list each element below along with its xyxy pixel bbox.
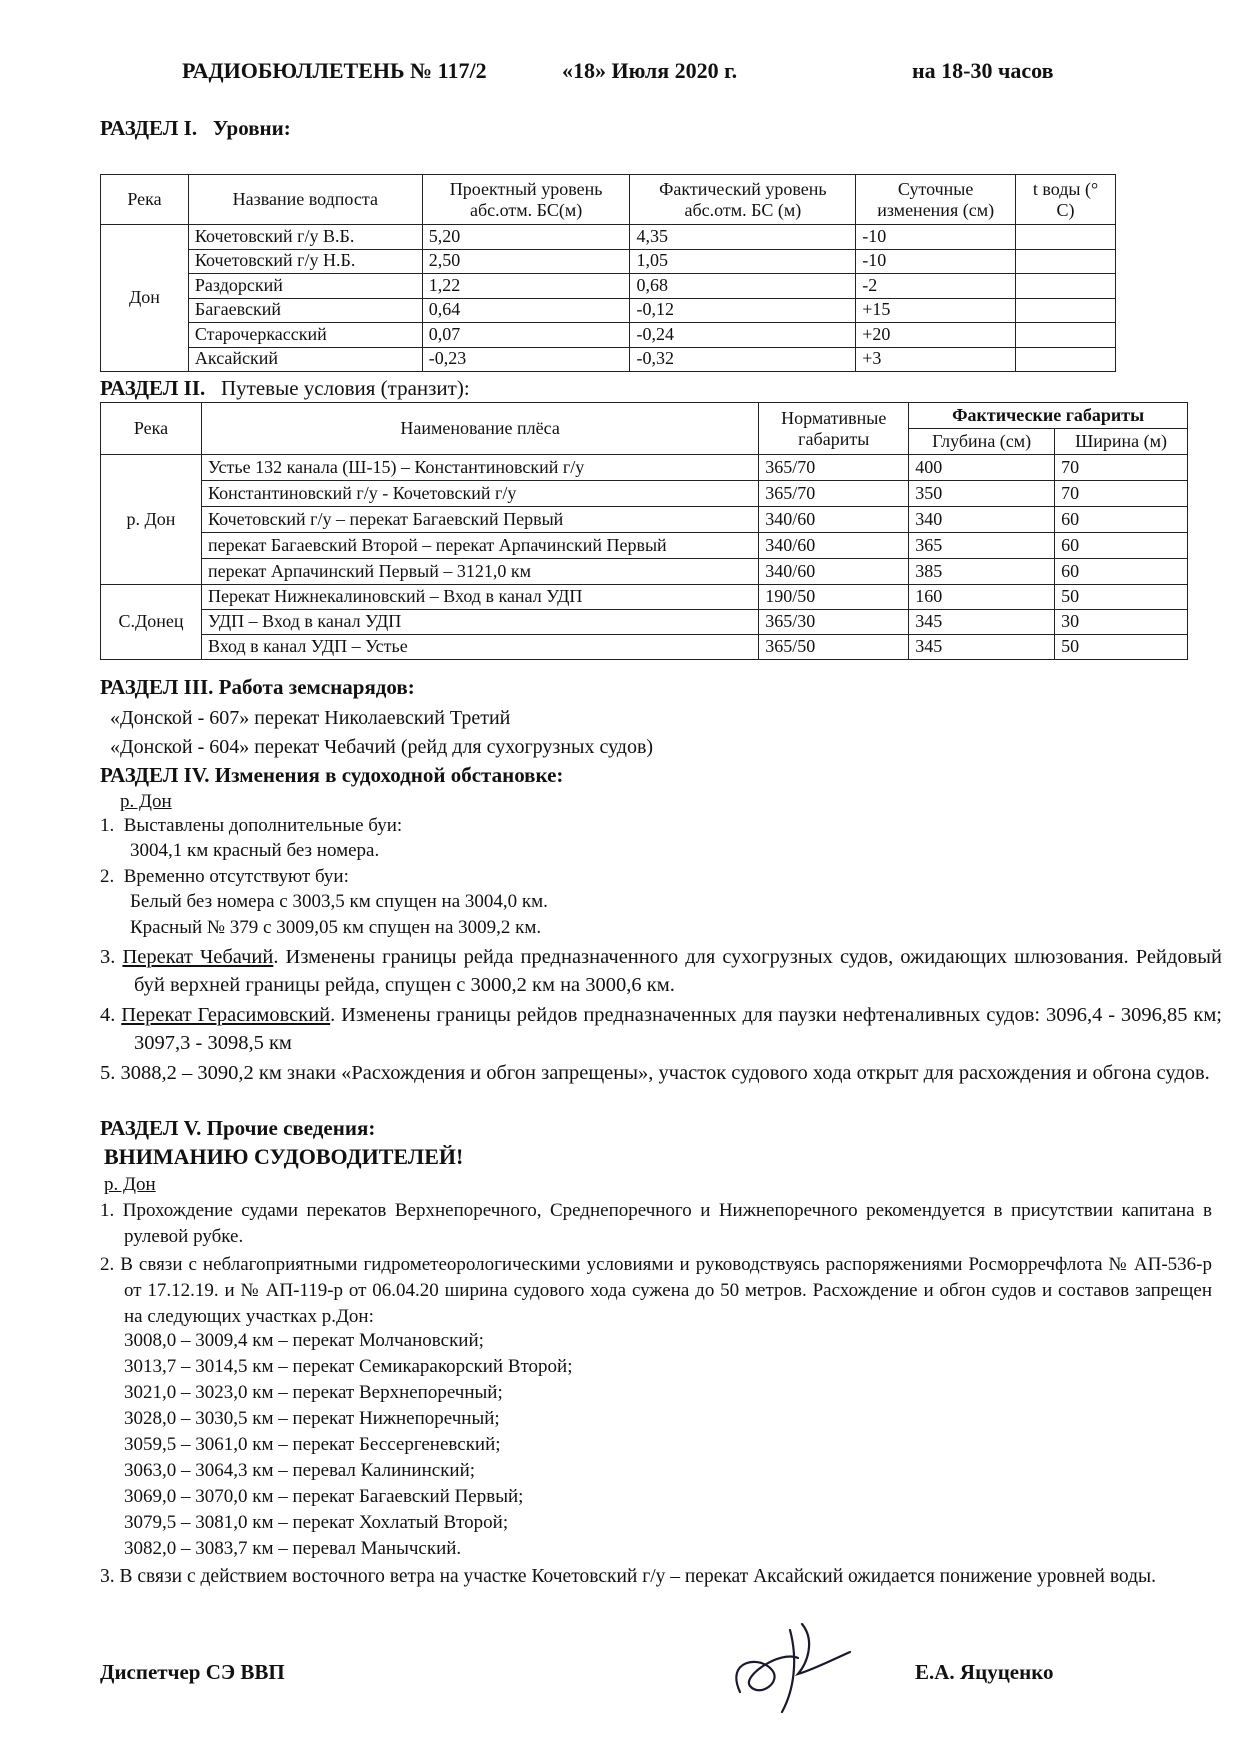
value-cell: 30 <box>1055 610 1188 635</box>
value-cell: 385 <box>909 559 1055 585</box>
reach-cell: перекат Арпачинский Первый – 3121,0 км <box>201 559 758 585</box>
value-cell: 365/70 <box>759 481 909 507</box>
route-table <box>100 402 1188 660</box>
item-number: 5. <box>100 1062 116 1084</box>
reach-cell: перекат Багаевский Второй – перекат Арпачинский Первый <box>201 533 758 559</box>
reach-cell: Константиновский г/у - Кочетовский г/у <box>201 481 758 507</box>
item-number: 2. <box>100 866 115 887</box>
value-cell: 345 <box>909 635 1055 660</box>
value-cell <box>1016 347 1116 372</box>
table-row <box>101 323 1116 348</box>
list-item <box>100 815 402 838</box>
value-cell: 160 <box>909 585 1055 610</box>
value-cell: 70 <box>1055 481 1188 507</box>
value-cell: -0,12 <box>630 298 856 323</box>
value-cell: -10 <box>856 249 1016 274</box>
post-cell: Кочетовский г/у В.Б. <box>188 225 422 250</box>
table-row <box>101 347 1116 372</box>
section2-heading <box>100 376 470 401</box>
list-item <box>100 866 349 889</box>
value-cell: +15 <box>856 298 1016 323</box>
levels-table <box>100 174 1116 372</box>
reach-cell: Устье 132 канала (Ш-15) – Константиновский г/у <box>201 455 758 481</box>
table-row <box>101 585 1188 610</box>
item-text: Прохождение судами перекатов Верхнепоречного, Среднепоречного и Нижнепоречного рекомендуется в присутствии капитана в рулевой рубке. <box>122 1200 1212 1247</box>
value-cell: 50 <box>1055 635 1188 660</box>
item-subline: Красный № 379 с 3009,05 км спущен на 3009,2 км. <box>130 917 542 938</box>
dredger-line: «Донской - 604» перекат Чебачий (рейд для сухогрузных судов) <box>110 736 654 758</box>
list-item <box>100 943 1222 999</box>
value-cell: 60 <box>1055 559 1188 585</box>
list-item <box>100 1563 1212 1590</box>
list-item: 3082,0 – 3083,7 км – перевал Манычский. <box>124 1538 462 1559</box>
list-item: 3063,0 – 3064,3 км – перевал Калининский; <box>124 1460 476 1481</box>
list-item: 3021,0 – 3023,0 км – перекат Верхнепоречный; <box>124 1382 503 1403</box>
value-cell: 0,64 <box>422 298 630 323</box>
post-cell: Кочетовский г/у Н.Б. <box>188 249 422 274</box>
value-cell: 70 <box>1055 455 1188 481</box>
col-project-level: Проектный уровень абс.отм. БС(м) <box>422 175 630 225</box>
post-cell: Аксайский <box>188 347 422 372</box>
col-fact-level: Фактический уровень абс.отм. БС (м) <box>630 175 856 225</box>
value-cell: +3 <box>856 347 1016 372</box>
col-river: Река <box>101 403 202 455</box>
value-cell: 340 <box>909 507 1055 533</box>
bulletin-date: «18» Июля 2020 г. <box>562 58 738 83</box>
value-cell: 340/60 <box>759 559 909 585</box>
river-cell: С.Донец <box>101 585 202 660</box>
route-header-row <box>101 403 1188 429</box>
value-cell: -2 <box>856 274 1016 299</box>
value-cell <box>1016 274 1116 299</box>
table-row <box>101 507 1188 533</box>
table-row <box>101 610 1188 635</box>
value-cell <box>1016 225 1116 250</box>
table-row <box>101 455 1188 481</box>
section1-title: РАЗДЕЛ I. <box>100 116 198 140</box>
value-cell: -10 <box>856 225 1016 250</box>
value-cell: 1,05 <box>630 249 856 274</box>
section4-title: РАЗДЕЛ IV. Изменения в судоходной обстановке: <box>100 763 564 787</box>
item-number: 2. <box>100 1254 115 1275</box>
item-text: Временно отсутствуют буи: <box>123 866 349 887</box>
post-cell: Раздорский <box>188 274 422 299</box>
value-cell: 365/30 <box>759 610 909 635</box>
value-cell: 340/60 <box>759 533 909 559</box>
col-reach: Наименование плёса <box>201 403 758 455</box>
item-text: В связи с действием восточного ветра на участке Кочетовский г/у – перекат Аксайский ожидается понижение уровней воды. <box>119 1566 1157 1587</box>
section4-river: р. Дон <box>120 791 172 812</box>
reach-cell: УДП – Вход в канал УДП <box>201 610 758 635</box>
handwritten-signature <box>720 1600 870 1720</box>
item-subline: 3004,1 км красный без номера. <box>130 840 380 861</box>
item-text: . Изменены границы рейда предназначенного для сухогрузных судов, ожидающих шлюзования. Рейдовый буй верхней границы рейда, спущен с 3000,2 км на 3000,6 км. <box>134 946 1223 996</box>
value-cell: 5,20 <box>422 225 630 250</box>
value-cell: 190/50 <box>759 585 909 610</box>
value-cell: 340/60 <box>759 507 909 533</box>
section2-subtitle: Путевые условия (транзит): <box>221 376 470 400</box>
value-cell: -0,23 <box>422 347 630 372</box>
levels-header-row <box>101 175 1116 225</box>
table-row <box>101 559 1188 585</box>
list-item: 3059,5 – 3061,0 км – перекат Бессергеневский; <box>124 1434 501 1455</box>
col-fact-dims: Фактические габариты <box>909 403 1188 429</box>
col-depth: Глубина (см) <box>909 429 1055 455</box>
col-river: Река <box>101 175 189 225</box>
table-row <box>101 533 1188 559</box>
value-cell <box>1016 249 1116 274</box>
river-cell: р. Дон <box>101 455 202 585</box>
value-cell: -0,32 <box>630 347 856 372</box>
value-cell: 4,35 <box>630 225 856 250</box>
post-cell: Старочеркасский <box>188 323 422 348</box>
table-row <box>101 298 1116 323</box>
list-item: 3013,7 – 3014,5 км – перекат Семикаракорский Второй; <box>124 1356 573 1377</box>
value-cell: 1,22 <box>422 274 630 299</box>
item-number: 3. <box>100 1566 115 1587</box>
col-water-temp: t воды (° С) <box>1016 175 1116 225</box>
table-row <box>101 635 1188 660</box>
value-cell: 345 <box>909 610 1055 635</box>
list-item <box>100 1252 1212 1330</box>
value-cell: 400 <box>909 455 1055 481</box>
item-number: 4. <box>100 1004 116 1026</box>
value-cell: 365 <box>909 533 1055 559</box>
bulletin-title: РАДИОБЮЛЛЕТЕНЬ № 117/2 <box>182 58 487 83</box>
item-number: 1. <box>100 1200 115 1221</box>
value-cell: 50 <box>1055 585 1188 610</box>
col-norm: Нормативные габариты <box>759 403 909 455</box>
value-cell: 0,68 <box>630 274 856 299</box>
attention-heading: ВНИМАНИЮ СУДОВОДИТЕЛЕЙ! <box>104 1144 464 1169</box>
dispatcher-name: Е.А. Яцуценко <box>915 1660 1054 1684</box>
table-row <box>101 225 1116 250</box>
section2-title: РАЗДЕЛ II. <box>100 376 206 400</box>
list-item <box>100 1198 1212 1250</box>
value-cell: 365/70 <box>759 455 909 481</box>
dispatcher-position: Диспетчер СЭ ВВП <box>100 1660 285 1684</box>
item-text: 3088,2 – 3090,2 км знаки «Расхождения и обгон запрещены», участок судового хода открыт для расхождения и обгона судов. <box>120 1062 1210 1084</box>
value-cell: 350 <box>909 481 1055 507</box>
value-cell: 0,07 <box>422 323 630 348</box>
dredger-line: «Донской - 607» перекат Николаевский Третий <box>110 707 511 729</box>
item-subline: Белый без номера с 3003,5 км спущен на 3004,0 км. <box>130 891 548 912</box>
reach-cell: Вход в канал УДП – Устье <box>201 635 758 660</box>
col-post: Название водпоста <box>188 175 422 225</box>
value-cell: 365/50 <box>759 635 909 660</box>
shoal-name: Перекат Чебачий <box>122 946 274 968</box>
item-text: В связи с неблагоприятными гидрометеорологическими условиями и руководствуясь распоряжениями Росморречфлота № АП-536-р от 17.12.19. и № АП-119-р от 06.04.20 ширина судового хода сужена до 50 метров. Расхождение и обгон судов и составов запрещен на следующих участках р.Дон: <box>120 1254 1213 1327</box>
bulletin-time: на 18-30 часов <box>912 58 1054 83</box>
value-cell: 2,50 <box>422 249 630 274</box>
item-number: 3. <box>100 946 116 968</box>
section5-title: РАЗДЕЛ V. Прочие сведения: <box>100 1116 376 1140</box>
table-row <box>101 274 1116 299</box>
value-cell: 60 <box>1055 533 1188 559</box>
section3-title: РАЗДЕЛ III. Работа земснарядов: <box>100 675 415 699</box>
value-cell: +20 <box>856 323 1016 348</box>
col-width: Ширина (м) <box>1055 429 1188 455</box>
value-cell: 60 <box>1055 507 1188 533</box>
section5-river: р. Дон <box>104 1174 156 1195</box>
value-cell <box>1016 298 1116 323</box>
post-cell: Багаевский <box>188 298 422 323</box>
table-row <box>101 481 1188 507</box>
list-item: 3069,0 – 3070,0 км – перекат Багаевский Первый; <box>124 1486 524 1507</box>
col-daily-change: Суточные изменения (см) <box>856 175 1016 225</box>
river-cell: Дон <box>101 225 189 372</box>
list-item <box>100 1001 1222 1057</box>
reach-cell: Кочетовский г/у – перекат Багаевский Первый <box>201 507 758 533</box>
list-item <box>100 1059 1222 1087</box>
item-number: 1. <box>100 815 115 836</box>
list-item: 3028,0 – 3030,5 км – перекат Нижнепоречный; <box>124 1408 500 1429</box>
shoal-name: Перекат Герасимовский <box>121 1004 331 1026</box>
section1-heading <box>100 116 291 141</box>
value-cell: -0,24 <box>630 323 856 348</box>
item-text: . Изменены границы рейдов предназначенных для паузки нефтеналивных судов: 3096,4 - 3096,85 км; 3097,3 - 3098,5 км <box>134 1004 1222 1054</box>
item-text: Выставлены дополнительные буи: <box>123 815 403 836</box>
list-item: 3008,0 – 3009,4 км – перекат Молчановский; <box>124 1330 484 1351</box>
table-row <box>101 249 1116 274</box>
section1-subtitle: Уровни: <box>212 116 291 140</box>
list-item: 3079,5 – 3081,0 км – перекат Хохлатый Второй; <box>124 1512 509 1533</box>
value-cell <box>1016 323 1116 348</box>
reach-cell: Перекат Нижнекалиновский – Вход в канал УДП <box>201 585 758 610</box>
